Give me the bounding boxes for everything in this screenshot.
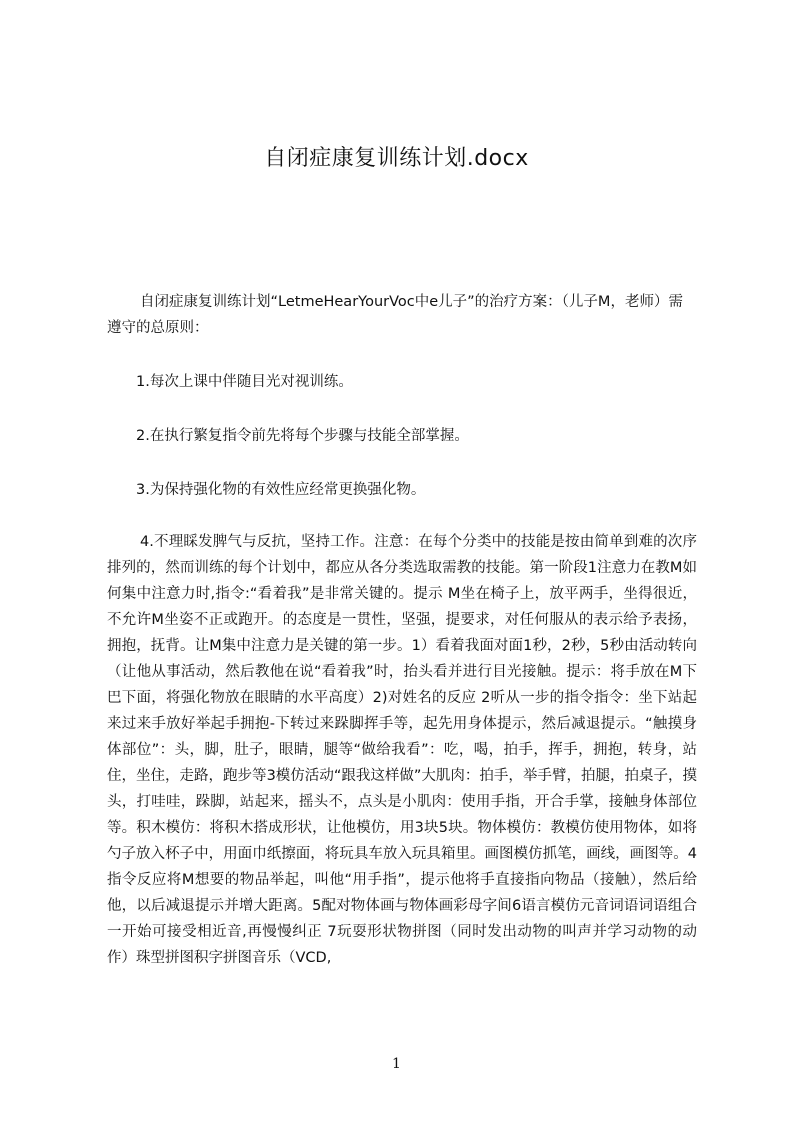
- document-title: 自闭症康复训练计划.docx: [264, 146, 529, 171]
- principle-item-3: 3.为保持强化物的有效性应经常更换强化物。: [136, 482, 426, 498]
- principle-item-1: 1.每次上课中伴随目光对视训练。: [136, 374, 353, 390]
- principle-item-2: 2.在执行繁复指令前先将每个步骤与技能全部掌握。: [136, 428, 469, 444]
- training-plan-paragraph: 4.不理睬发脾气与反抗，坚持工作。注意：在每个分类中的技能是按由简单到难的次序排列的，然而训练的每个计划中，都应从各分类选取需教的技能。第一阶段1注意力在教M如何集中注意力时,指令:“看着我”是非常关键的。提示 M坐在椅子上，放平两手，坐得很近，不允许M坐姿不正或跑开。的态度是一贯性，坚强，提要求，对任何服从的表示给予表扬，拥抱，抚背。让M集中注意力是关键的第一步。1）看着我面对面1秒，2秒，5秒由活动转向（让他从事活动，然后教他在说“看着我”时，抬头看并进行目光接触。提示：将手放在M下巴下面，将强化物放在眼睛的水平高度）2)对姓名的反应 2听从一步的指令指令：坐下站起来过来手放好举起手拥抱-下转过来跺脚挥手等，起先用身体提示，然后减退提示。“触摸身体部位”：头，脚，肚子，眼睛，腿等“做给我看”：吃，喝，拍手，挥手，拥抱，转身，站住，坐住，走路，跑步等3模仿活动“跟我这样做”大肌肉：拍手，举手臂，拍腿，拍桌子，摸头，打哇哇，跺脚，站起来，摇头不，点头是小肌肉：使用手指，开合手掌，接触身体部位等。积木模仿：将积木搭成形状，让他模仿，用3块5块。物体模仿：教模仿使用物体，如将勺子放入杯子中，用面巾纸擦面，将玩具车放入玩具箱里。画图模仿抓笔，画线，画图等。4指令反应将M想要的物品举起，叫他“用手指”，提示他将手直接指向物品（接触），然后给他，以后减退提示并增大距离。5配对物体画与物体画彩母字间6语言模仿元音词语词语组合一开始可接受相近音,再慢慢纠正 7玩耍形状物拼图（同时发出动物的叫声并学习动物的动作）珠型拼图积字拼图音乐（VCD,: [107, 534, 697, 966]
- intro-paragraph: 自闭症康复训练计划“LetmeHearYourVoc中e儿子”的治疗方案：（儿子M，老师）需遵守的总原则：: [107, 294, 683, 336]
- page-number: 1: [392, 1056, 401, 1072]
